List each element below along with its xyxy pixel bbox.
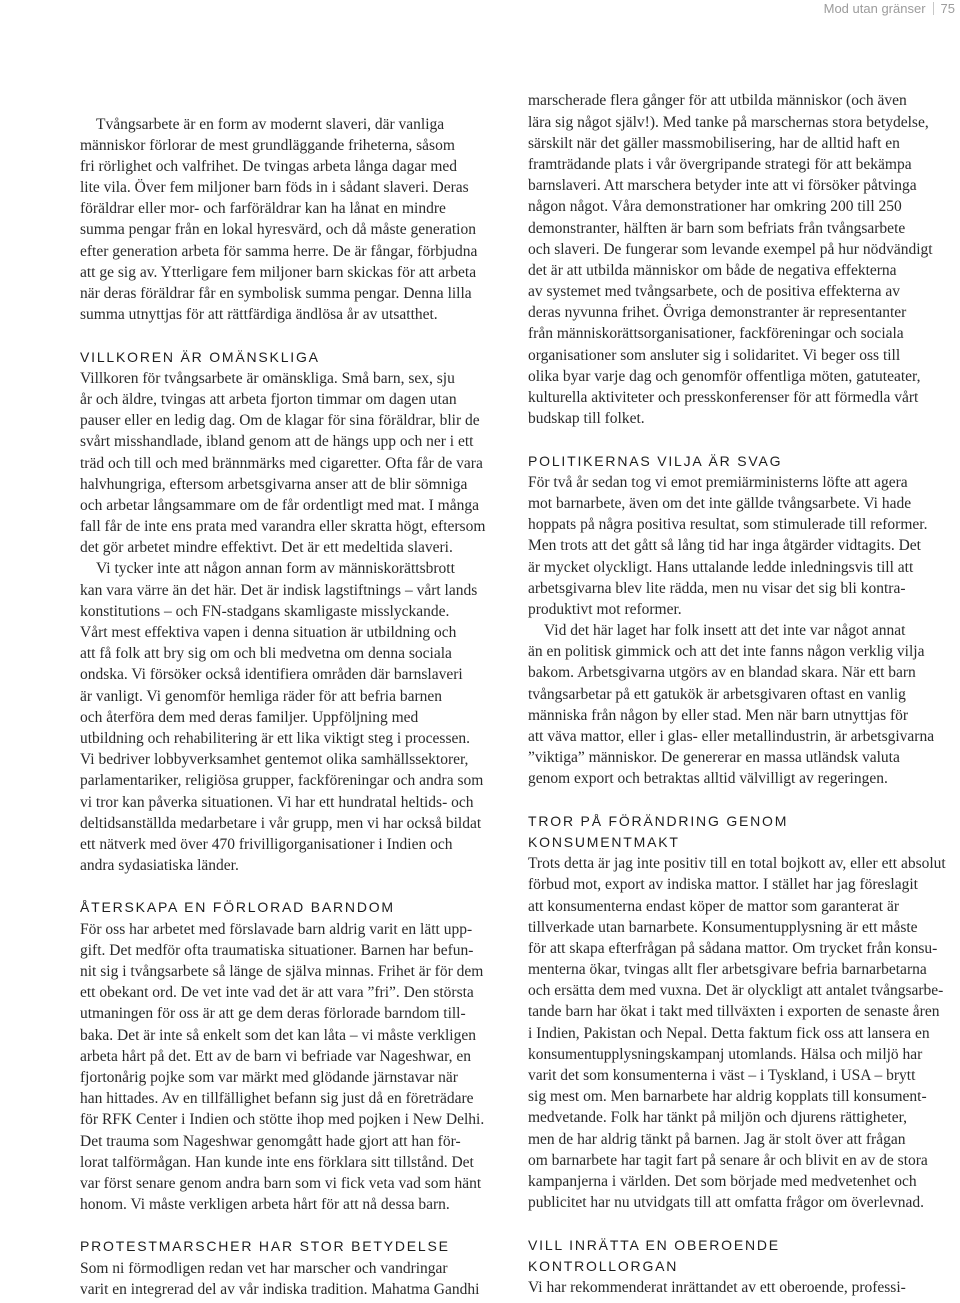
text-line: förbud mot, export av indiska mattor. I stället har jag föreslagit: [528, 876, 918, 894]
text-line: och slaveri. De fungerar som levande exempel på hur nödvändigt: [528, 240, 933, 258]
paragraph: [528, 472, 956, 620]
left-column: [80, 114, 505, 1301]
paragraph: [80, 622, 505, 876]
text-line: honom. Vi måste verkligen arbeta hårt för att nå dessa barn.: [80, 1196, 450, 1214]
text-line: ondska. Vi försöker också identifiera områden där barnslaveri: [80, 666, 463, 684]
text-line: parlamentariker, religiösa grupper, fackföreningar och andra som: [80, 772, 484, 790]
text-line: demonstranter, hälften är barn som befriats från tvångsarbete: [528, 219, 906, 237]
heading-line: TROR PÅ FÖRÄNDRING GENOM: [528, 812, 789, 829]
text-line: varit en integrerad del av vår indiska tradition. Mahatma Gandhi: [80, 1280, 480, 1298]
text-line: fall får de inte ens prata med varandra eller skratta högt, eftersom: [80, 518, 486, 536]
section-heading: [80, 897, 505, 918]
text-line: träd och till och med brännmärks med cigaretter. Ofta får de vara: [80, 454, 483, 472]
intro-paragraph: [80, 114, 505, 326]
text-line: vi tror kan påverka situationen. Vi har ett hundratal heltids- och: [80, 793, 474, 811]
heading-line: KONTROLLORGAN: [528, 1257, 679, 1274]
text-line: i Indien, Pakistan och Nepal. Detta faktum fick oss att lansera en: [528, 1024, 930, 1042]
text-line: att ge sig av. Ytterligare fem miljoner barn skickas för att arbeta: [80, 263, 477, 281]
text-line: Vi bedriver lobbyverksamhet gentemot olika samhällssektorer,: [80, 751, 469, 769]
text-line: Det trauma som Nageshwar genomgått hade gjort att han för-: [80, 1132, 461, 1150]
text-line: summa utnyttjas för att rättfärdiga ändlösa år av utsatthet.: [80, 306, 438, 324]
text-line: arbetsgivarna blev lite rädda, men nu visar det sig bli kontra-: [528, 579, 906, 597]
text-line: medvetande. Folk har tänkt på miljön och djurens rättigheter,: [528, 1109, 908, 1127]
text-line: ”viktiga” människor. De genererar en massa utländsk valuta: [528, 749, 900, 767]
text-line: andra sydasiatiska länder.: [80, 857, 239, 875]
text-line: människa från någon by eller stad. Men när barn utnyttjas för: [528, 706, 909, 724]
text-line: baka. Det är inte så enkelt som det kan låta – vi måste verkligen: [80, 1026, 476, 1044]
text-line: summa pengar från en lokal hyresvärd, och då måste generation: [80, 221, 476, 239]
text-line: Som ni förmodligen redan vet har marscher och vandringar: [80, 1259, 448, 1277]
text-line: utbildning och rehabilitering är ett lika viktigt steg i processen.: [80, 729, 470, 747]
text-line: deltidsanställda medarbetare i vår grupp, men vi har också bildat: [80, 814, 482, 832]
text-line: Vid det här laget har folk insett att det inte var något annat: [544, 622, 906, 640]
text-line: konsumentupplysningskampanj utomlands. Hälsa och miljö har: [528, 1045, 923, 1063]
text-line: att konsumenterna endast köper de mattor som garanterat är: [528, 897, 900, 915]
text-line: gift. Det medför ofta traumatiska situationer. Barnen har befun-: [80, 941, 474, 959]
paragraph: [528, 620, 956, 790]
text-line: för RFK Center i Indien och stötte ihop med pojken i New Delhi.: [80, 1111, 485, 1129]
text-line: utmaningen för oss är att ge dem deras förlorade barndom till-: [80, 1005, 466, 1023]
text-line: genom export och betraktas alltid välvilligt av regeringen.: [528, 770, 888, 788]
text-line: produktivt mot reformer.: [528, 600, 682, 618]
text-line: publicitet har nu utvidgats till att omfatta frågor om överlevnad.: [528, 1194, 924, 1212]
heading-line: ÅTERSKAPA EN FÖRLORAD BARNDOM: [80, 899, 395, 916]
continued-paragraph: [528, 90, 956, 429]
text-line: lära sig något själv!). Med tanke på marschernas stora betydelse,: [528, 113, 929, 131]
header-separator: [933, 2, 934, 15]
text-line: Men trots att det gått så lång tid har inga åtgärder vidtagits. Det: [528, 537, 921, 555]
text-line: budskap till folket.: [528, 410, 645, 428]
text-line: lorat talförmågan. Han kunde inte ens förklara sitt tillstånd. Det: [80, 1153, 474, 1171]
text-line: men de har aldrig tänkt på barnen. Jag är stolt över att frågan: [528, 1130, 906, 1148]
text-line: menterna ökar, tvingas allt fler arbetsgivare befria barnarbetarna: [528, 961, 927, 979]
text-line: och återföra dem med deras familjer. Uppföljning med: [80, 708, 419, 726]
text-line: tvångsarbetar på ett gatukök är arbetsgivaren oftast en vanlig: [528, 685, 906, 703]
text-line: nit sig i tvångsarbete så länge de själva minnas. Frihet är för dem: [80, 963, 484, 980]
text-line: det gör arbetet mindre effektivt. Det är ett medeltida slaveri.: [80, 539, 453, 557]
text-line: tillverkade utan barnarbete. Konsumentupplysning är ett måste: [528, 918, 918, 936]
text-line: år och äldre, tvingas att arbeta fjorton timmar om dagen utan: [80, 390, 457, 408]
text-line: marscherade flera gånger för att utbilda människor (och även: [528, 92, 907, 110]
text-line: var först senare genom andra barn som vi fick veta vad som hänt: [80, 1174, 482, 1192]
text-line: konstitutions – och FN-stadgans skamligaste misslyckande.: [80, 602, 450, 620]
text-line: efter generation arbeta för samma herre. De är fångar, förbjudna: [80, 242, 478, 260]
heading-line: POLITIKERNAS VILJA ÄR SVAG: [528, 452, 783, 469]
text-line: kan vara värre än det här. Det är indisk lagstiftnings – vårt lands: [80, 581, 478, 599]
text-line: föräldrar eller mor- och farföräldrar kan ha lånat en mindre: [80, 200, 446, 218]
heading-line: KONSUMENTMAKT: [528, 833, 680, 850]
text-line: varit det som konsumenterna i väst – i Tyskland, i USA – brytt: [528, 1067, 916, 1085]
page-number: 75: [940, 1, 955, 16]
text-line: det är att utbilda människor om både de negativa effekterna: [528, 261, 897, 279]
section-heading: [80, 347, 505, 368]
text-line: fri rörlighet och valfrihet. De tvingas arbeta långa dagar med: [80, 157, 458, 175]
text-line: att väva mattor, eller i glas- eller metallindustrin, är arbetsgivarna: [528, 728, 935, 746]
text-line: Vi tycker inte att någon annan form av människorättsbrott: [96, 560, 455, 578]
text-line: svårt misshandlade, ibland genom att de hängs upp och ner i ett: [80, 433, 474, 451]
text-line: Trots detta är jag inte positiv till en total bojkott av, eller ett absolut: [528, 855, 946, 873]
text-line: organisationer som ansluter sig i solidaritet. Vi beger oss till: [528, 346, 901, 364]
paragraph: [80, 368, 505, 559]
text-line: Villkoren för tvångsarbete är omänskliga. Små barn, sex, sju: [80, 369, 455, 387]
text-line: ett obekant ord. De vet inte vad det är att vara ”fri”. Den största: [80, 984, 474, 1002]
text-line: om barnarbete har tagit fart på senare år och blivit en av de stora: [528, 1151, 928, 1169]
text-line: Vårt mest effektiva vapen i denna situation är utbildning och: [80, 624, 457, 641]
heading-line: VILLKOREN ÄR OMÄNSKLIGA: [80, 348, 320, 365]
text-line: sig mest om. Men barnarbete har aldrig kopplats till konsument-: [528, 1088, 927, 1106]
text-line: han hittades. Av en tillfällighet befann sig just då en företrädare: [80, 1090, 474, 1108]
text-line: från människorättsorganisationer, fackföreningar och sociala: [528, 325, 904, 343]
text-line: är mycket olyckligt. Hans uttalande ledde inledningsvis till att: [528, 558, 914, 576]
text-line: lite vila. Över fem miljoner barn föds in i sådant slaveri. Deras: [80, 179, 469, 197]
text-line: För oss har arbetet med förslavade barn aldrig varit en lätt upp-: [80, 920, 473, 938]
heading-line: VILL INRÄTTA EN OBEROENDE: [528, 1236, 780, 1253]
text-line: bakom. Arbetsgivarna utgörs av en blandad skara. När ett barn: [528, 664, 916, 682]
text-line: än en politisk gimmick och att det inte fanns någon verklig vilja: [528, 643, 925, 661]
text-line: ett nätverk med över 470 frivilligorganisationer i Indien och: [80, 835, 453, 853]
text-line: Vi har rekommenderat inrättandet av ett oberoende, professi-: [528, 1278, 906, 1296]
text-line: arbeta hårt på det. Ett av de barn vi befriade var Nageshwar, en: [80, 1047, 471, 1065]
text-line: tande barn har ökat i takt med tillväxten i exporten de senaste åren: [528, 1003, 940, 1021]
text-line: och ersätta dem med vuxna. Det är olyckligt att antalet tvångsarbe-: [528, 982, 944, 1000]
right-column: [528, 90, 956, 1298]
text-line: framträdande plats i vår övergripande strategi för att bekämpa: [528, 155, 912, 173]
text-line: människor förlorar de mest grundläggande friheterna, såsom: [80, 136, 455, 154]
paragraph: [80, 1258, 505, 1300]
paragraph: [528, 853, 956, 1213]
paragraph: [80, 558, 505, 622]
text-line: av systemet med tvångsarbete, och de positiva effekterna av: [528, 283, 901, 301]
text-line: att få folk att bry sig om och bli medvetna om denna sociala: [80, 645, 452, 663]
text-line: halvhungriga, eftersom arbetsgivarna anser att de blir sömniga: [80, 475, 468, 493]
paragraph: [80, 919, 505, 1216]
text-line: deras nyvunna frihet. Övriga demonstranter är representanter: [528, 304, 907, 322]
running-header: [824, 0, 955, 17]
text-line: Tvångsarbete är en form av modernt slaveri, där vanliga: [96, 115, 445, 133]
heading-line: PROTESTMARSCHER HAR STOR BETYDELSE: [80, 1238, 450, 1255]
text-line: fjortonårig pojke som var märkt med glödande järnstavar när: [80, 1068, 458, 1086]
text-line: kulturella aktiviteter och presskonferenser för att förmedla vårt: [528, 389, 919, 407]
text-line: och arbetar långsammare om de får ordentligt med mat. I många: [80, 496, 479, 514]
section-heading: [528, 811, 956, 853]
text-line: kampanjerna i världen. Det som började med medvetenhet och: [528, 1172, 917, 1190]
text-line: olika byar varje dag och genomför offentliga möten, gatuteater,: [528, 367, 921, 385]
text-line: någon något. Våra demonstrationer har omkring 200 till 250: [528, 198, 902, 216]
text-line: För två år sedan tog vi emot premiärministerns löfte att agera: [528, 473, 908, 491]
text-line: pauser eller en ledig dag. Om de klagar för sina föräldrar, blir de: [80, 412, 480, 430]
book-title: Mod utan gränser: [823, 1, 926, 16]
text-line: är vanligt. Vi genomför hemliga räder för att befria barnen: [80, 687, 443, 705]
text-line: för att skapa efterfrågan på sådana mattor. Om trycket från konsu-: [528, 939, 938, 957]
section-heading: [528, 1235, 956, 1277]
section-heading: [528, 451, 956, 472]
text-line: hoppats på några positiva resultat, som stimulerade till reformer.: [528, 516, 928, 534]
section-heading: [80, 1236, 505, 1257]
text-line: barnslaveri. Att marschera betyder inte att vi försöker påtvinga: [528, 177, 917, 195]
text-line: när deras föräldrar får en symbolisk summa pengar. Denna lilla: [80, 285, 472, 302]
paragraph: [528, 1277, 956, 1298]
text-line: mot barnarbete, även om det inte gällde tvångsarbete. Vi hade: [528, 494, 912, 512]
text-line: särskilt när det gäller massmobilisering, har de alltid haft en: [528, 134, 900, 152]
